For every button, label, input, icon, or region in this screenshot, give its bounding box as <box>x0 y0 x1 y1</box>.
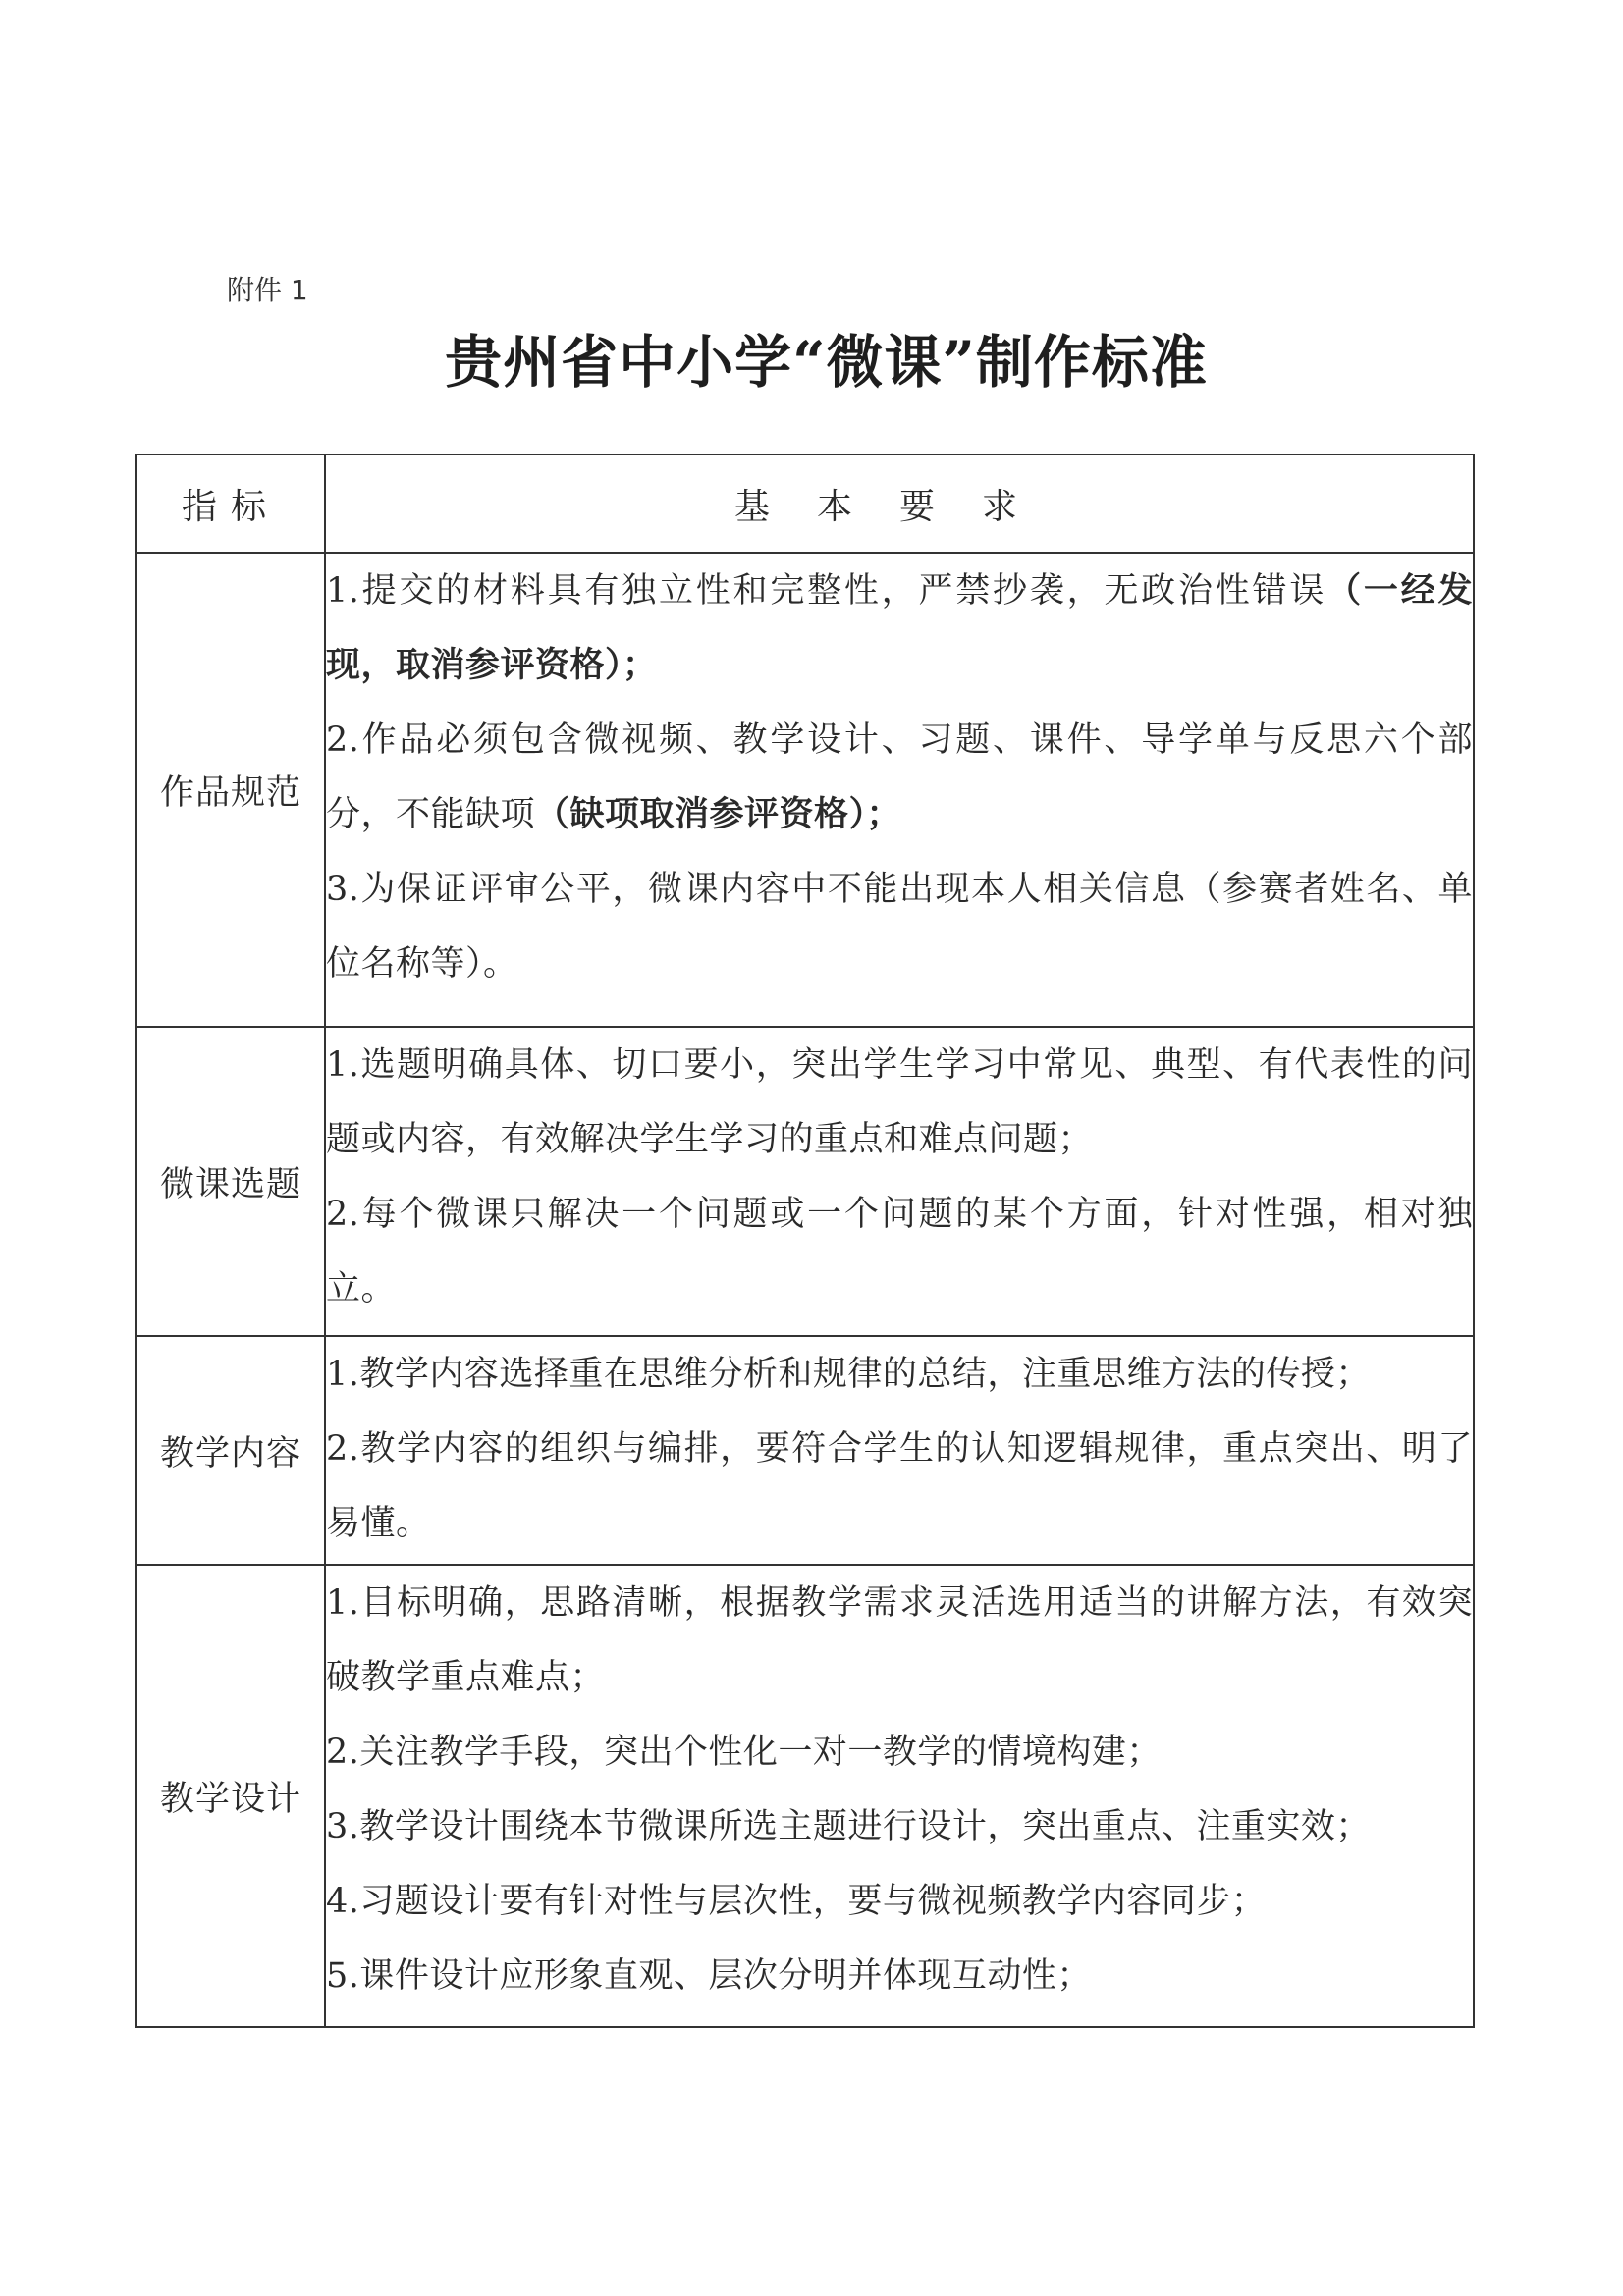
table-header-row <box>136 454 1474 553</box>
requirements-cell <box>325 1027 1474 1336</box>
requirement-item: 4.习题设计要有针对性与层次性，要与微视频教学内容同步； <box>326 1882 1267 1921</box>
indicator-cell: 微课选题 <box>136 1027 325 1336</box>
requirements-cell <box>325 1565 1474 2027</box>
requirements-cell <box>325 553 1474 1027</box>
indicator-cell: 作品规范 <box>136 553 325 1027</box>
table-row <box>136 553 1474 1027</box>
standards-table <box>135 454 1475 2028</box>
table-row <box>136 1336 1474 1565</box>
requirement-item: 2.教学内容的组织与编排，要符合学生的认知逻辑规律，重点突出、明了易懂。 <box>326 1429 1473 1543</box>
attachment-label: 附件 1 <box>227 274 308 306</box>
requirement-item: 1.选题明确具体、切口要小，突出学生学习中常见、典型、有代表性的问题或内容，有效解决学生学习的重点和难点问题； <box>326 1045 1473 1159</box>
indicator-cell: 教学设计 <box>136 1565 325 2027</box>
requirement-item <box>326 852 1473 1001</box>
table-row <box>136 1027 1474 1336</box>
header-requirements: 基本要求 <box>325 454 1474 553</box>
requirement-item <box>326 554 1473 703</box>
table-row <box>136 1565 1474 2027</box>
requirement-item: 5.课件设计应形象直观、层次分明并体现互动性； <box>326 1956 1092 1996</box>
indicator-cell: 教学内容 <box>136 1336 325 1565</box>
requirement-item: 1.目标明确，思路清晰，根据教学需求灵活选用适当的讲解方法，有效突破教学重点难点； <box>326 1583 1473 1697</box>
requirement-item: 1.教学内容选择重在思维分析和规律的总结，注重思维方法的传授； <box>326 1355 1371 1394</box>
document-title: 贵州省中小学“微课”制作标准 <box>445 329 1208 396</box>
requirement-emphasis: （一经发现，取消参评资格）； <box>326 570 1473 685</box>
requirement-text: 1.提交的材料具有独立性和完整性，严禁抄袭，无政治性错误 <box>326 571 1327 611</box>
requirement-item: 3.教学设计围绕本节微课所选主题进行设计，突出重点、注重实效； <box>326 1807 1371 1846</box>
requirement-item: 2.关注教学手段，突出个性化一对一教学的情境构建； <box>326 1733 1162 1772</box>
requirements-cell <box>325 1336 1474 1565</box>
requirement-text: 3.为保证评审公平，微课内容中不能出现本人相关信息（参赛者姓名、单位名称等）。 <box>326 870 1473 984</box>
requirement-text: 2.作品必须包含微视频、教学设计、习题、课件、导学单与反思六个部分，不能缺项 <box>326 721 1473 834</box>
requirement-emphasis: （缺项取消参评资格）； <box>535 794 902 834</box>
header-indicator: 指标 <box>136 454 325 553</box>
requirement-item <box>326 703 1473 852</box>
requirement-item: 2.每个微课只解决一个问题或一个问题的某个方面，针对性强，相对独立。 <box>326 1195 1473 1308</box>
